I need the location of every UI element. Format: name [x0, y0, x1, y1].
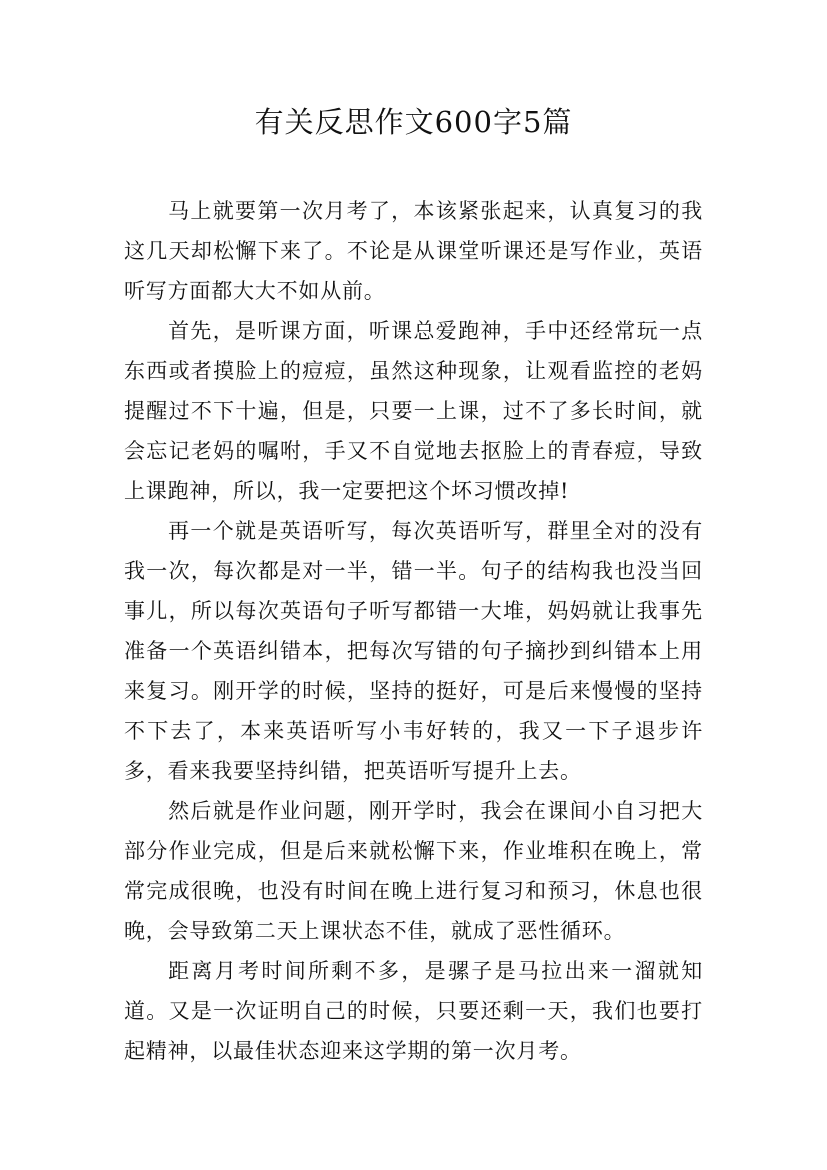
document-body [124, 191, 703, 1071]
paragraph-2: 首先，是听课方面，听课总爱跑神，手中还经常玩一点东西或者摸脸上的痘痘，虽然这种现象，让观看监控的老妈提醒过不下十遍，但是，只要一上课，过不了多长时间，就会忘记老妈的嘱咐，手又不自觉地去抠脸上的青春痘，导致上课跑神，所以，我一定要把这个坏习惯改掉! [124, 319, 703, 503]
paragraph-4: 然后就是作业问题，刚开学时，我会在课间小自习把大部分作业完成，但是后来就松懈下来，作业堆积在晚上，常常完成很晚，也没有时间在晚上进行复习和预习，休息也很晚，会导致第二天上课状态不佳，就成了恶性循环。 [124, 799, 703, 943]
document-title: 有关反思作文600字5篇 [254, 105, 573, 139]
paragraph-5: 距离月考时间所剩不多，是骡子是马拉出来一溜就知道。又是一次证明自己的时候，只要还剩一天，我们也要打起精神，以最佳状态迎来这学期的第一次月考。 [124, 959, 703, 1063]
paragraph-1: 马上就要第一次月考了，本该紧张起来，认真复习的我这几天却松懈下来了。不论是从课堂听课还是写作业，英语听写方面都大大不如从前。 [124, 199, 703, 303]
paragraph-3: 再一个就是英语听写，每次英语听写，群里全对的没有我一次，每次都是对一半，错一半。句子的结构我也没当回事儿，所以每次英语句子听写都错一大堆，妈妈就让我事先准备一个英语纠错本，把每次写错的句子摘抄到纠错本上用来复习。刚开学的时候，坚持的挺好，可是后来慢慢的坚持不下去了，本来英语听写小韦好转的，我又一下子退步许多，看来我要坚持纠错，把英语听写提升上去。 [124, 519, 703, 783]
